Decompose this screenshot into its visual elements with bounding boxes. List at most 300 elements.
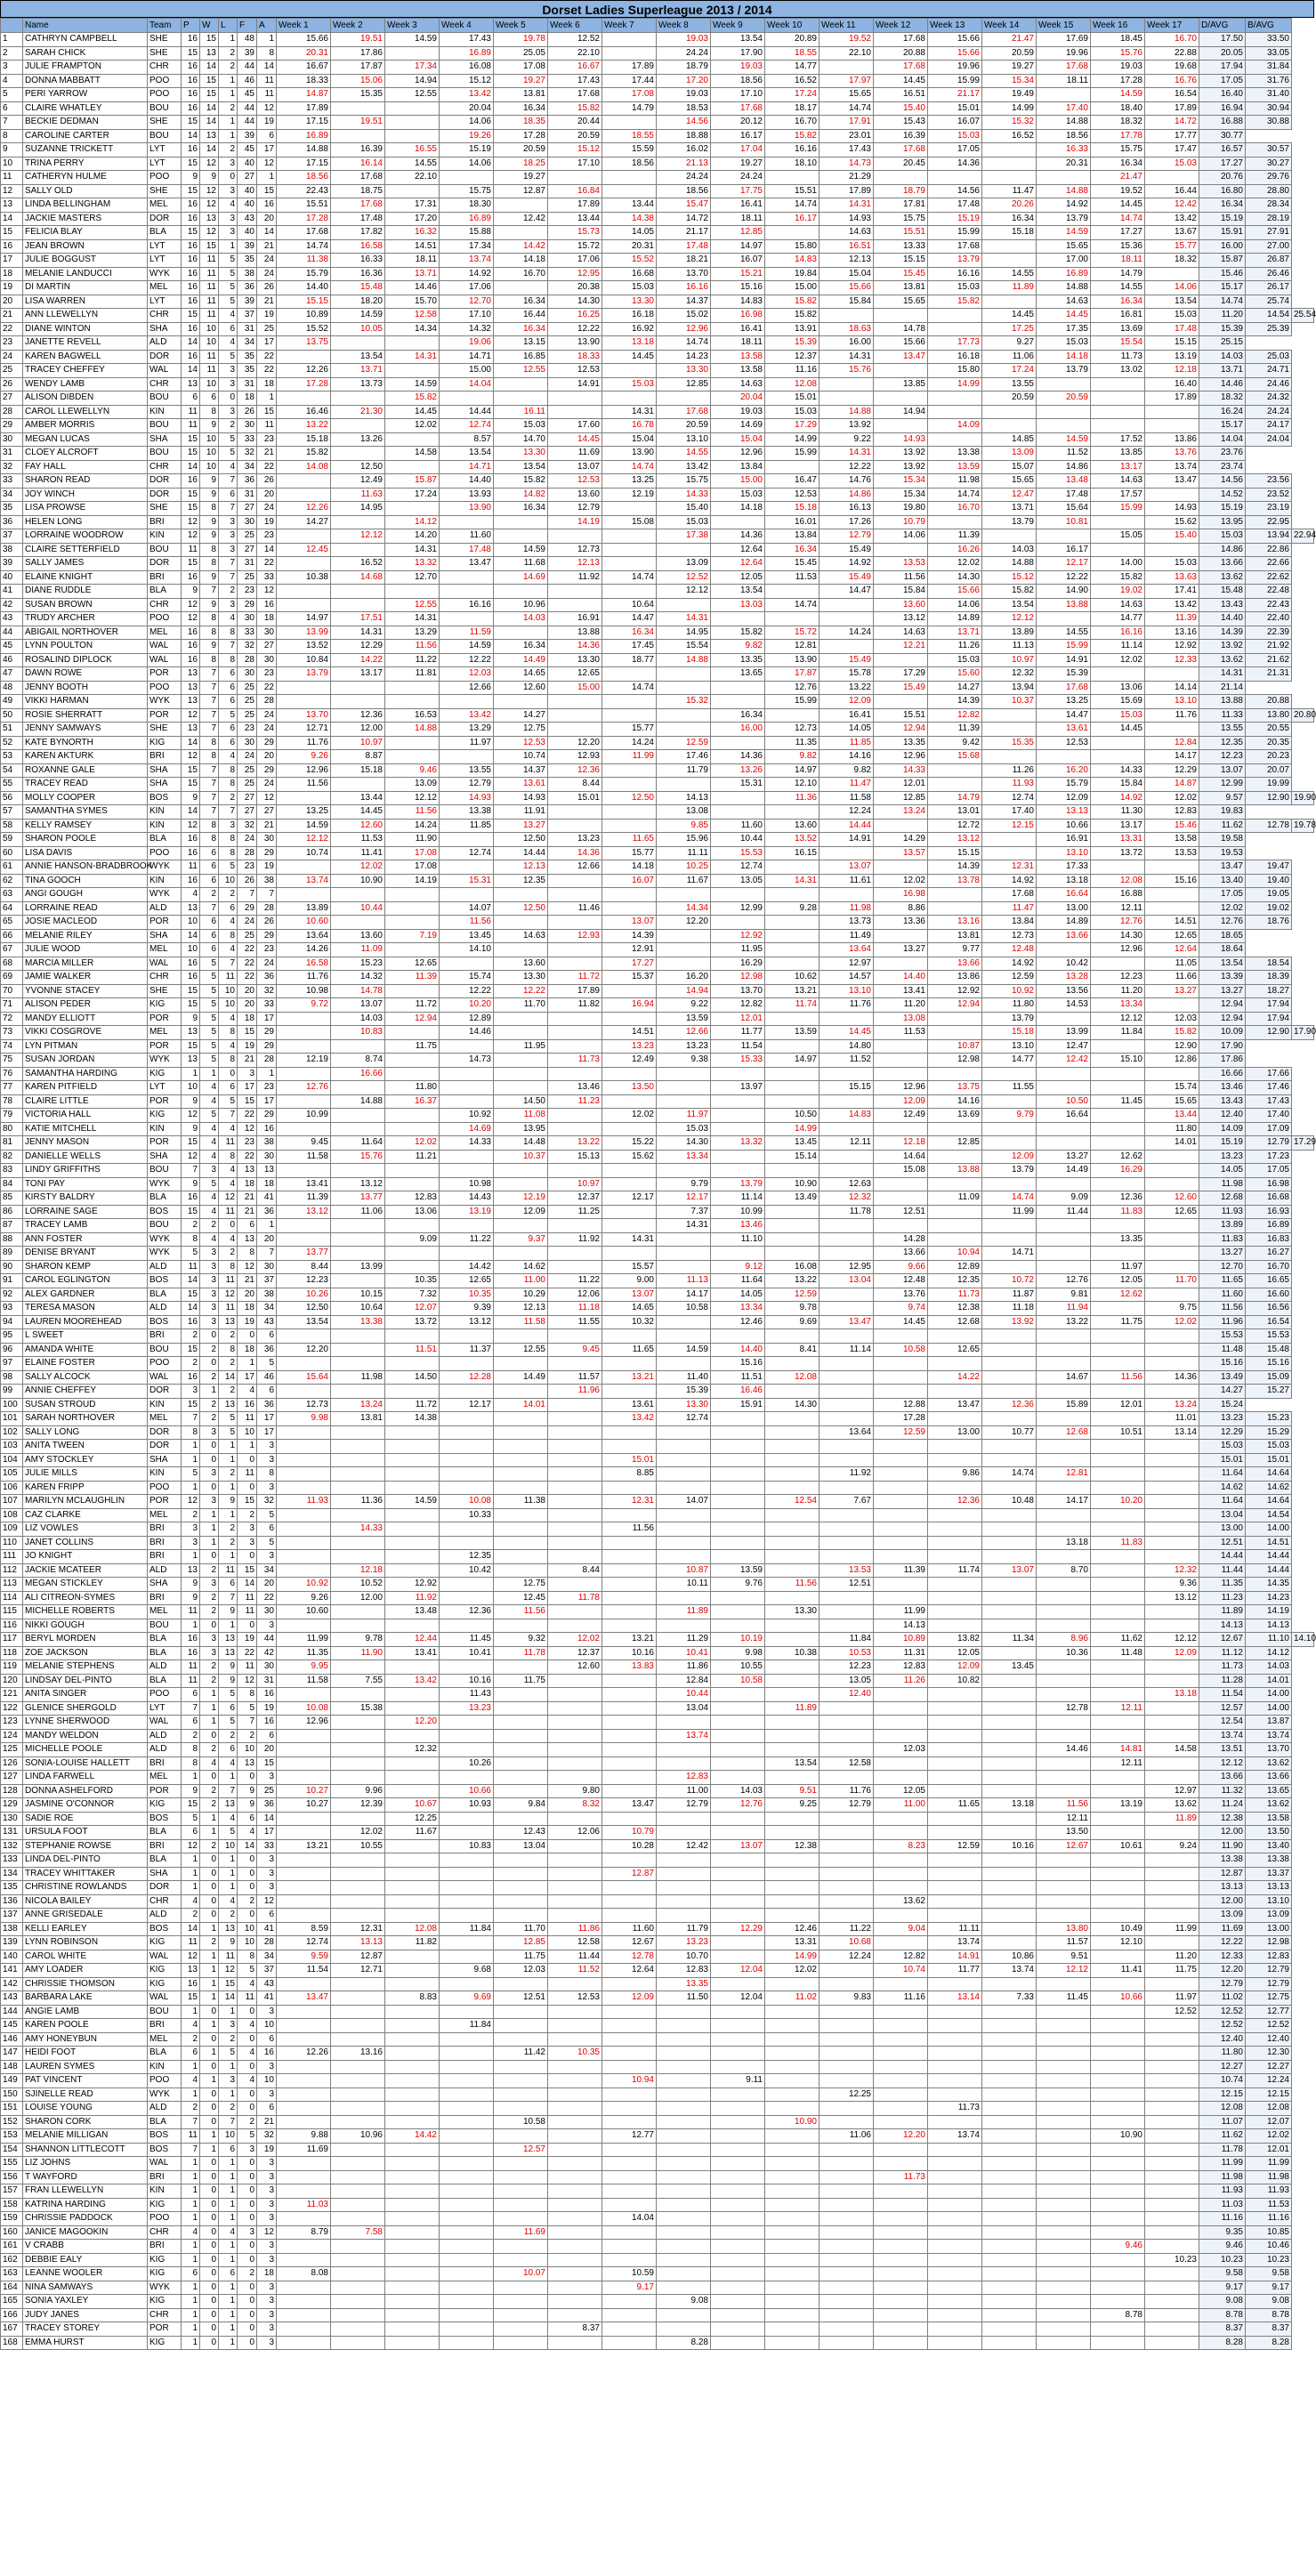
average-cell: 17.66 [1246,1067,1292,1081]
week-score-cell: 9.42 [928,736,982,750]
stat-cell: 1 [182,1067,200,1081]
week-score-cell: 16.07 [602,874,657,888]
week-score-cell [928,778,982,792]
player-name-cell: CAROL WHITE [23,1950,148,1964]
week-score-cell: 14.59 [331,309,385,323]
week-score-cell [494,2253,548,2267]
week-score-cell [440,695,494,709]
stat-cell: 9 [182,585,200,599]
week-score-cell: 17.68 [874,61,928,75]
week-score-cell [928,171,982,185]
week-score-cell: 14.06 [874,529,928,544]
table-row [1,212,1314,226]
rank-cell: 122 [1,1701,23,1716]
team-cell: WAL [148,640,182,654]
week-score-cell: 10.29 [494,1288,548,1302]
week-score-cell [548,1716,602,1730]
week-score-cell [1037,2170,1091,2184]
week-score-cell [548,1122,602,1136]
stat-cell: 21 [238,1274,257,1288]
week-score-cell [277,598,331,612]
week-score-cell: 16.89 [440,212,494,226]
week-score-cell: 14.46 [440,1026,494,1040]
week-score-cell: 12.25 [385,1812,440,1826]
week-score-cell: 12.17 [1037,557,1091,571]
week-score-cell [548,1467,602,1482]
week-score-cell [494,1894,548,1909]
week-score-cell: 12.59 [657,736,711,750]
week-score-cell: 10.11 [657,1578,711,1592]
week-score-cell: 10.66 [440,1784,494,1798]
week-score-cell [602,1977,657,1991]
stat-cell: 3 [219,377,238,392]
stat-cell: 8 [200,405,219,419]
player-name-cell: ALISON PEDER [23,998,148,1013]
week-score-cell: 10.41 [657,1646,711,1660]
week-score-cell: 12.42 [1037,1054,1091,1068]
week-score-cell: 12.71 [331,1964,385,1978]
average-cell: 17.05 [1246,1164,1292,1178]
table-row [1,1660,1314,1675]
week-score-cell [385,2322,440,2337]
player-name-cell: LIZ JOHNS [23,2157,148,2171]
week-score-cell: 9.76 [711,1578,765,1592]
stat-cell: 8 [182,1425,200,1440]
stat-cell: 9 [200,598,219,612]
stat-cell: 11 [238,1412,257,1426]
week-score-cell: 16.89 [440,46,494,61]
stat-cell: 5 [182,1812,200,1826]
average-cell: 24.46 [1246,377,1292,392]
week-score-cell [385,681,440,695]
average-cell: 20.23 [1246,750,1292,764]
week-score-cell [277,1771,331,1785]
week-score-cell [765,2047,819,2061]
week-score-cell [819,1122,874,1136]
week-score-cell: 13.46 [711,1219,765,1233]
week-score-cell [765,916,819,930]
stat-cell: 1 [219,1508,238,1522]
rank-cell: 56 [1,791,23,805]
week-score-cell [657,392,711,406]
average-cell: 24.17 [1246,419,1292,433]
week-score-cell: 12.55 [385,88,440,102]
stat-cell: 1 [219,2253,238,2267]
week-score-cell: 14.49 [494,1370,548,1385]
week-score-cell [874,1067,928,1081]
week-score-cell [1037,1867,1091,1881]
stat-cell: 2 [182,2102,200,2116]
rank-cell: 93 [1,1302,23,1316]
week-score-cell: 11.56 [385,805,440,820]
week-score-cell: 13.07 [982,1563,1037,1578]
week-score-cell [1145,998,1199,1013]
stat-cell: 33 [257,1839,277,1853]
stat-cell: 6 [219,1701,238,1716]
week-score-cell [602,1812,657,1826]
week-score-cell: 14.06 [928,598,982,612]
rank-cell: 80 [1,1122,23,1136]
week-score-cell [494,2074,548,2088]
week-score-cell: 14.38 [385,1412,440,1426]
player-name-cell: KAREN POOLE [23,2019,148,2033]
week-score-cell: 14.09 [928,419,982,433]
week-score-cell: 15.04 [602,432,657,447]
rank-cell: 55 [1,778,23,792]
stat-cell: 3 [257,2295,277,2309]
stat-cell: 16 [257,198,277,213]
week-score-cell: 12.65 [548,667,602,682]
week-score-cell: 15.66 [928,46,982,61]
week-score-cell [928,1550,982,1564]
average-cell: 12.12 [1199,1756,1246,1771]
table-row [1,2308,1314,2322]
week-score-cell [1091,2060,1145,2074]
week-score-cell: 12.63 [819,1177,874,1191]
week-score-cell: 11.89 [765,1701,819,1716]
week-score-cell: 13.69 [1091,322,1145,336]
week-score-cell: 11.56 [494,1605,548,1619]
week-score-cell: 17.34 [385,61,440,75]
stat-cell: 24 [238,750,257,764]
week-score-cell [1145,1853,1199,1868]
week-score-cell: 13.92 [982,1315,1037,1329]
week-score-cell [1145,1453,1199,1467]
stat-cell: 20 [238,984,257,998]
week-score-cell [657,2005,711,2019]
stat-cell: 31 [238,322,257,336]
week-score-cell [765,2074,819,2088]
week-score-cell: 11.56 [440,916,494,930]
week-score-cell [602,1591,657,1605]
week-score-cell: 15.62 [602,1150,657,1164]
average-cell: 10.46 [1246,2240,1292,2254]
week-score-cell [982,1522,1037,1537]
week-score-cell [765,1067,819,1081]
average-cell: 12.70 [1199,1260,1246,1274]
player-name-cell: LINDA BELLINGHAM [23,198,148,213]
week-score-cell [385,736,440,750]
week-score-cell: 10.64 [602,598,657,612]
team-cell: DOR [148,350,182,364]
week-score-cell: 12.62 [1091,1150,1145,1164]
table-row [1,1481,1314,1495]
week-score-cell [874,1716,928,1730]
stat-cell: 15 [182,1205,200,1219]
week-score-cell [385,1385,440,1399]
week-score-cell: 12.79 [819,529,874,544]
team-cell: BLA [148,1633,182,1647]
week-score-cell [494,585,548,599]
stat-cell: 0 [238,2322,257,2337]
average-cell: 11.80 [1199,2047,1246,2061]
week-score-cell [819,2198,874,2212]
stat-cell: 6 [257,2032,277,2047]
table-row [1,1425,1314,1440]
week-score-cell: 15.18 [982,1026,1037,1040]
team-cell: POO [148,171,182,185]
average-cell: 13.89 [1199,1219,1246,1233]
rank-cell: 117 [1,1633,23,1647]
stat-cell: 5 [200,1026,219,1040]
table-row [1,46,1314,61]
stat-cell: 4 [219,750,238,764]
stat-cell: 0 [200,2032,219,2047]
week-score-cell [657,2253,711,2267]
stat-cell: 16 [182,281,200,295]
week-score-cell: 12.01 [711,1012,765,1026]
rank-cell: 34 [1,488,23,502]
week-score-cell [657,1536,711,1550]
table-row [1,1812,1314,1826]
week-score-cell: 15.18 [765,502,819,516]
stat-cell: 0 [200,2115,219,2129]
average-cell: 12.15 [1199,2087,1246,2102]
week-score-cell: 19.27 [494,171,548,185]
week-score-cell: 12.53 [548,364,602,378]
week-score-cell: 15.51 [765,184,819,198]
stat-cell: 15 [182,488,200,502]
average-cell: 23.52 [1246,488,1292,502]
week-score-cell: 9.69 [765,1315,819,1329]
rank-cell: 26 [1,377,23,392]
rank-cell: 51 [1,723,23,737]
average-cell: 31.84 [1246,61,1292,75]
week-score-cell: 13.15 [494,336,548,351]
week-score-cell [1145,2032,1199,2047]
week-score-cell [982,1784,1037,1798]
rank-cell: 142 [1,1977,23,1991]
week-score-cell: 14.33 [657,488,711,502]
stat-cell: 11 [238,1660,257,1675]
table-row [1,1964,1314,1978]
stat-cell: 4 [219,916,238,930]
week-score-cell: 13.19 [1091,1798,1145,1813]
average-cell: 18.39 [1246,971,1292,985]
week-score-cell: 13.29 [440,723,494,737]
player-name-cell: ANNE GRISEDALE [23,1909,148,1923]
week-score-cell [440,1660,494,1675]
average-cell: 13.74 [1199,1729,1246,1743]
week-score-cell: 12.92 [385,1578,440,1592]
stat-cell: 0 [238,2198,257,2212]
week-score-cell: 10.19 [711,1633,765,1647]
week-score-cell [385,1619,440,1633]
week-score-cell: 16.41 [819,708,874,723]
week-score-cell: 12.06 [548,1288,602,1302]
week-score-cell [982,2267,1037,2281]
table-row [1,61,1314,75]
week-score-cell [602,1743,657,1757]
stat-cell: 40 [238,226,257,240]
week-score-cell: 16.34 [1091,157,1145,171]
player-name-cell: SONIA YAXLEY [23,2295,148,2309]
rank-cell: 13 [1,198,23,213]
week-score-cell [277,860,331,875]
week-score-cell: 16.58 [277,957,331,971]
column-header: F [238,19,257,33]
week-score-cell: 13.75 [277,336,331,351]
average-cell: 12.27 [1199,2060,1246,2074]
stat-cell: 13 [200,46,219,61]
week-score-cell: 15.78 [819,667,874,682]
average-cell: 8.28 [1246,2336,1292,2350]
week-score-cell [982,2225,1037,2240]
average-cell: 14.00 [1246,1522,1292,1537]
week-score-cell [819,1247,874,1261]
week-score-cell [657,2032,711,2047]
stat-cell: 14 [182,364,200,378]
team-cell: SHA [148,1453,182,1467]
week-score-cell [1145,1508,1199,1522]
stat-cell: 1 [200,2019,219,2033]
week-score-cell: 18.33 [277,74,331,88]
week-score-cell: 15.05 [1091,529,1145,544]
stat-cell: 33 [238,432,257,447]
stat-cell: 9 [182,1177,200,1191]
week-score-cell [657,1260,711,1274]
week-score-cell [602,1674,657,1688]
table-row [1,88,1314,102]
stat-cell: 6 [182,1716,200,1730]
week-score-cell [1037,2047,1091,2061]
average-cell: 13.10 [1246,1894,1292,1909]
team-cell: MEL [148,626,182,640]
week-score-cell [819,2102,874,2116]
week-score-cell [494,1012,548,1026]
week-score-cell: 15.21 [711,267,765,281]
player-name-cell: VIKKI COSGROVE [23,1026,148,1040]
player-name-cell: MICHELLE ROBERTS [23,1605,148,1619]
week-score-cell: 12.05 [711,570,765,585]
stat-cell: 0 [238,2295,257,2309]
week-score-cell [602,1357,657,1371]
week-score-cell: 14.43 [440,1191,494,1206]
average-cell: 12.79 [1199,1977,1246,1991]
week-score-cell [765,1729,819,1743]
stat-cell: 46 [257,1370,277,1385]
stat-cell: 7 [200,791,219,805]
week-score-cell [1037,2087,1091,2102]
week-score-cell [440,1536,494,1550]
average-cell: 12.90 [1246,1026,1292,1040]
week-score-cell: 12.03 [494,1964,548,1978]
week-score-cell [602,1205,657,1219]
week-score-cell: 16.07 [711,254,765,268]
week-score-cell [602,2032,657,2047]
stat-cell: 3 [200,1467,219,1482]
stat-cell: 2 [238,1508,257,1522]
week-score-cell: 17.06 [440,281,494,295]
week-score-cell [1091,1385,1145,1399]
stat-cell: 4 [219,1177,238,1191]
week-score-cell: 15.03 [1037,336,1091,351]
team-cell: POO [148,681,182,695]
week-score-cell: 13.81 [331,1412,385,1426]
week-score-cell [494,1067,548,1081]
week-score-cell [548,1453,602,1467]
week-score-cell [765,1425,819,1440]
week-score-cell [548,2170,602,2184]
stat-cell: 18 [238,392,257,406]
week-score-cell: 12.31 [982,860,1037,875]
week-score-cell: 13.50 [1037,1826,1091,1840]
week-score-cell: 14.59 [494,543,548,557]
week-score-cell: 14.64 [874,1150,928,1164]
week-score-cell: 13.92 [874,460,928,474]
rank-cell: 41 [1,585,23,599]
week-score-cell [385,2212,440,2226]
week-score-cell: 19.49 [982,88,1037,102]
rank-cell: 88 [1,1232,23,1247]
week-score-cell [819,1094,874,1109]
week-score-cell: 13.10 [1037,846,1091,860]
player-name-cell: CLAIRE LITTLE [23,1094,148,1109]
player-name-cell: MELANIE RILEY [23,929,148,943]
average-cell: 12.07 [1246,2115,1292,2129]
stat-cell: 6 [200,943,219,957]
week-score-cell: 14.99 [982,101,1037,116]
week-score-cell: 14.93 [440,791,494,805]
stat-cell: 0 [238,2005,257,2019]
week-score-cell [765,1232,819,1247]
week-score-cell: 13.65 [711,667,765,682]
week-score-cell [602,33,657,47]
average-cell: 27.91 [1246,226,1292,240]
week-score-cell [548,1508,602,1522]
week-score-cell [819,2308,874,2322]
week-score-cell: 8.87 [331,750,385,764]
stat-cell: 30 [238,612,257,626]
week-score-cell: 15.59 [602,143,657,157]
week-score-cell [1037,1357,1091,1371]
week-score-cell [1145,2240,1199,2254]
week-score-cell: 13.53 [1145,846,1199,860]
week-score-cell: 11.55 [548,1315,602,1329]
stat-cell: 13 [238,1756,257,1771]
week-score-cell [982,1122,1037,1136]
week-score-cell: 12.26 [277,2047,331,2061]
average-cell: 16.56 [1246,1302,1292,1316]
week-score-cell: 14.27 [928,681,982,695]
team-cell: LYT [148,1701,182,1716]
stat-cell: 6 [219,723,238,737]
week-score-cell: 14.93 [874,432,928,447]
week-score-cell [1037,1591,1091,1605]
week-score-cell: 9.51 [1037,1950,1091,1964]
week-score-cell: 20.44 [548,116,602,130]
average-cell: 17.40 [1246,1109,1292,1123]
week-score-cell: 14.91 [928,1950,982,1964]
week-score-cell [277,1909,331,1923]
week-score-cell: 15.79 [1037,778,1091,792]
player-name-cell: JAMIE WALKER [23,971,148,985]
week-score-cell [874,1122,928,1136]
stat-cell: 15 [182,226,200,240]
stat-cell: 1 [182,2253,200,2267]
week-score-cell: 12.19 [277,1054,331,1068]
week-score-cell: 17.34 [440,239,494,254]
week-score-cell: 9.82 [711,640,765,654]
week-score-cell: 14.74 [602,570,657,585]
week-score-cell [1145,901,1199,916]
rank-cell: 36 [1,515,23,529]
week-score-cell [440,1467,494,1482]
rank-cell: 30 [1,432,23,447]
week-score-cell [1091,1812,1145,1826]
stat-cell: 12 [182,1950,200,1964]
week-score-cell [765,1881,819,1895]
